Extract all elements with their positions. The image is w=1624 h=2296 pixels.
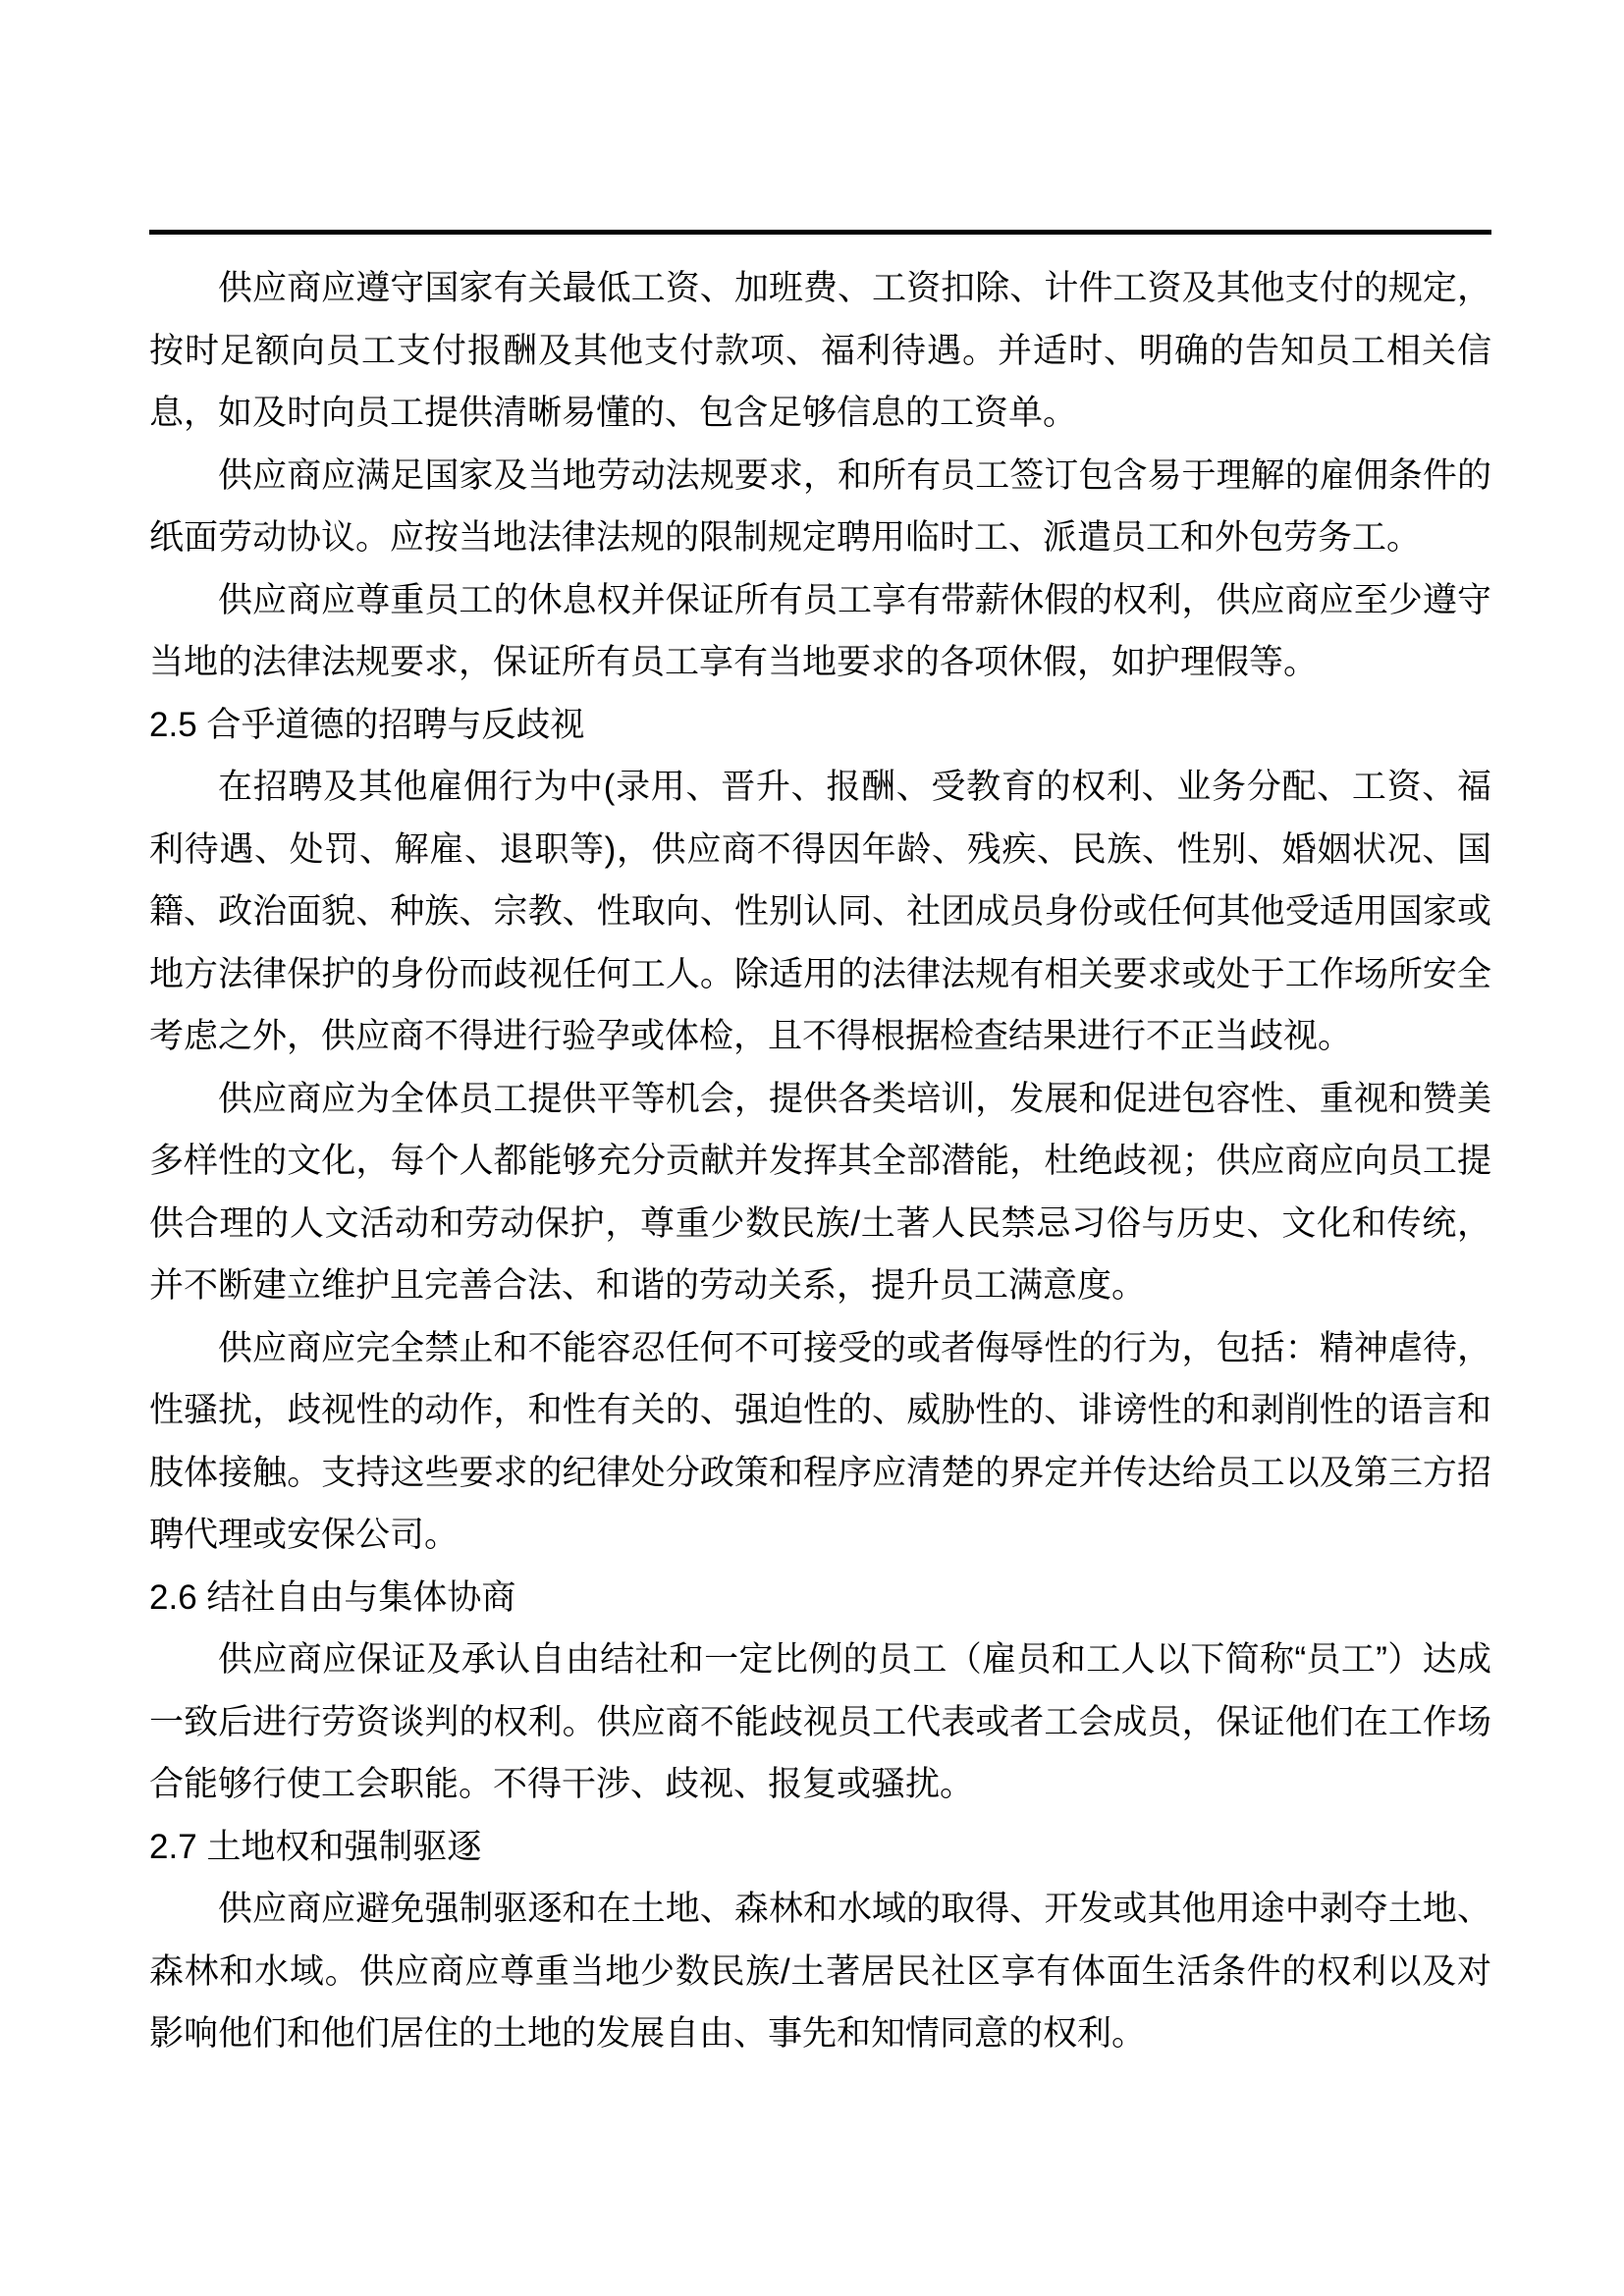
body-paragraph: 供应商应保证及承认自由结社和一定比例的员工（雇员和工人以下简称“员工”）达成一致后进行劳资谈判的权利。供应商不能歧视员工代表或者工会成员，保证他们在工作场合能够行使工会职能。不得干涉、歧视、报复或骚扰。 [149, 1640, 1491, 1803]
section-heading: 2.5 合乎道德的招聘与反歧视 [149, 705, 585, 744]
section-heading: 2.7 土地权和强制驱逐 [149, 1827, 482, 1866]
body-paragraph: 在招聘及其他雇佣行为中(录用、晋升、报酬、受教育的权利、业务分配、工资、福利待遇、处罚、解雇、退职等)，供应商不得因年龄、残疾、民族、性别、婚姻状况、国籍、政治面貌、种族、宗教、性取向、性别认同、社团成员身份或任何其他受适用国家或地方法律保护的身份而歧视任何工人。除适用的法律法规有相关要求或处于工作场所安全考虑之外，供应商不得进行验孕或体检，且不得根据检查结果进行不正当歧视。 [149, 768, 1491, 1055]
body-paragraph: 供应商应遵守国家有关最低工资、加班费、工资扣除、计件工资及其他支付的规定，按时足额向员工支付报酬及其他支付款项、福利待遇。并适时、明确的告知员工相关信息，如及时向员工提供清晰易懂的、包含足够信息的工资单。 [149, 269, 1491, 432]
header-separator-line [149, 230, 1491, 235]
document-body [149, 257, 1491, 2065]
section-heading: 2.6 结社自由与集体协商 [149, 1577, 516, 1617]
body-paragraph: 供应商应避免强制驱逐和在土地、森林和水域的取得、开发或其他用途中剥夺土地、森林和水域。供应商应尊重当地少数民族/土著居民社区享有体面生活条件的权利以及对影响他们和他们居住的土地的发展自由、事先和知情同意的权利。 [149, 1890, 1491, 2053]
body-paragraph: 供应商应尊重员工的休息权并保证所有员工享有带薪休假的权利，供应商应至少遵守当地的法律法规要求，保证所有员工享有当地要求的各项休假，如护理假等。 [149, 580, 1491, 681]
body-paragraph: 供应商应为全体员工提供平等机会，提供各类培训，发展和促进包容性、重视和赞美多样性的文化，每个人都能够充分贡献并发挥其全部潜能，杜绝歧视；供应商应向员工提供合理的人文活动和劳动保护，尊重少数民族/土著人民禁忌习俗与历史、文化和传统，并不断建立维护且完善合法、和谐的劳动关系，提升员工满意度。 [149, 1079, 1491, 1305]
body-paragraph: 供应商应满足国家及当地劳动法规要求，和所有员工签订包含易于理解的雇佣条件的纸面劳动协议。应按当地法律法规的限制规定聘用临时工、派遣员工和外包劳务工。 [149, 455, 1491, 557]
body-paragraph: 供应商应完全禁止和不能容忍任何不可接受的或者侮辱性的行为，包括：精神虐待，性骚扰，歧视性的动作，和性有关的、强迫性的、威胁性的、诽谤性的和剥削性的语言和肢体接触。支持这些要求的纪律处分政策和程序应清楚的界定并传达给员工以及第三方招聘代理或安保公司。 [149, 1328, 1491, 1554]
